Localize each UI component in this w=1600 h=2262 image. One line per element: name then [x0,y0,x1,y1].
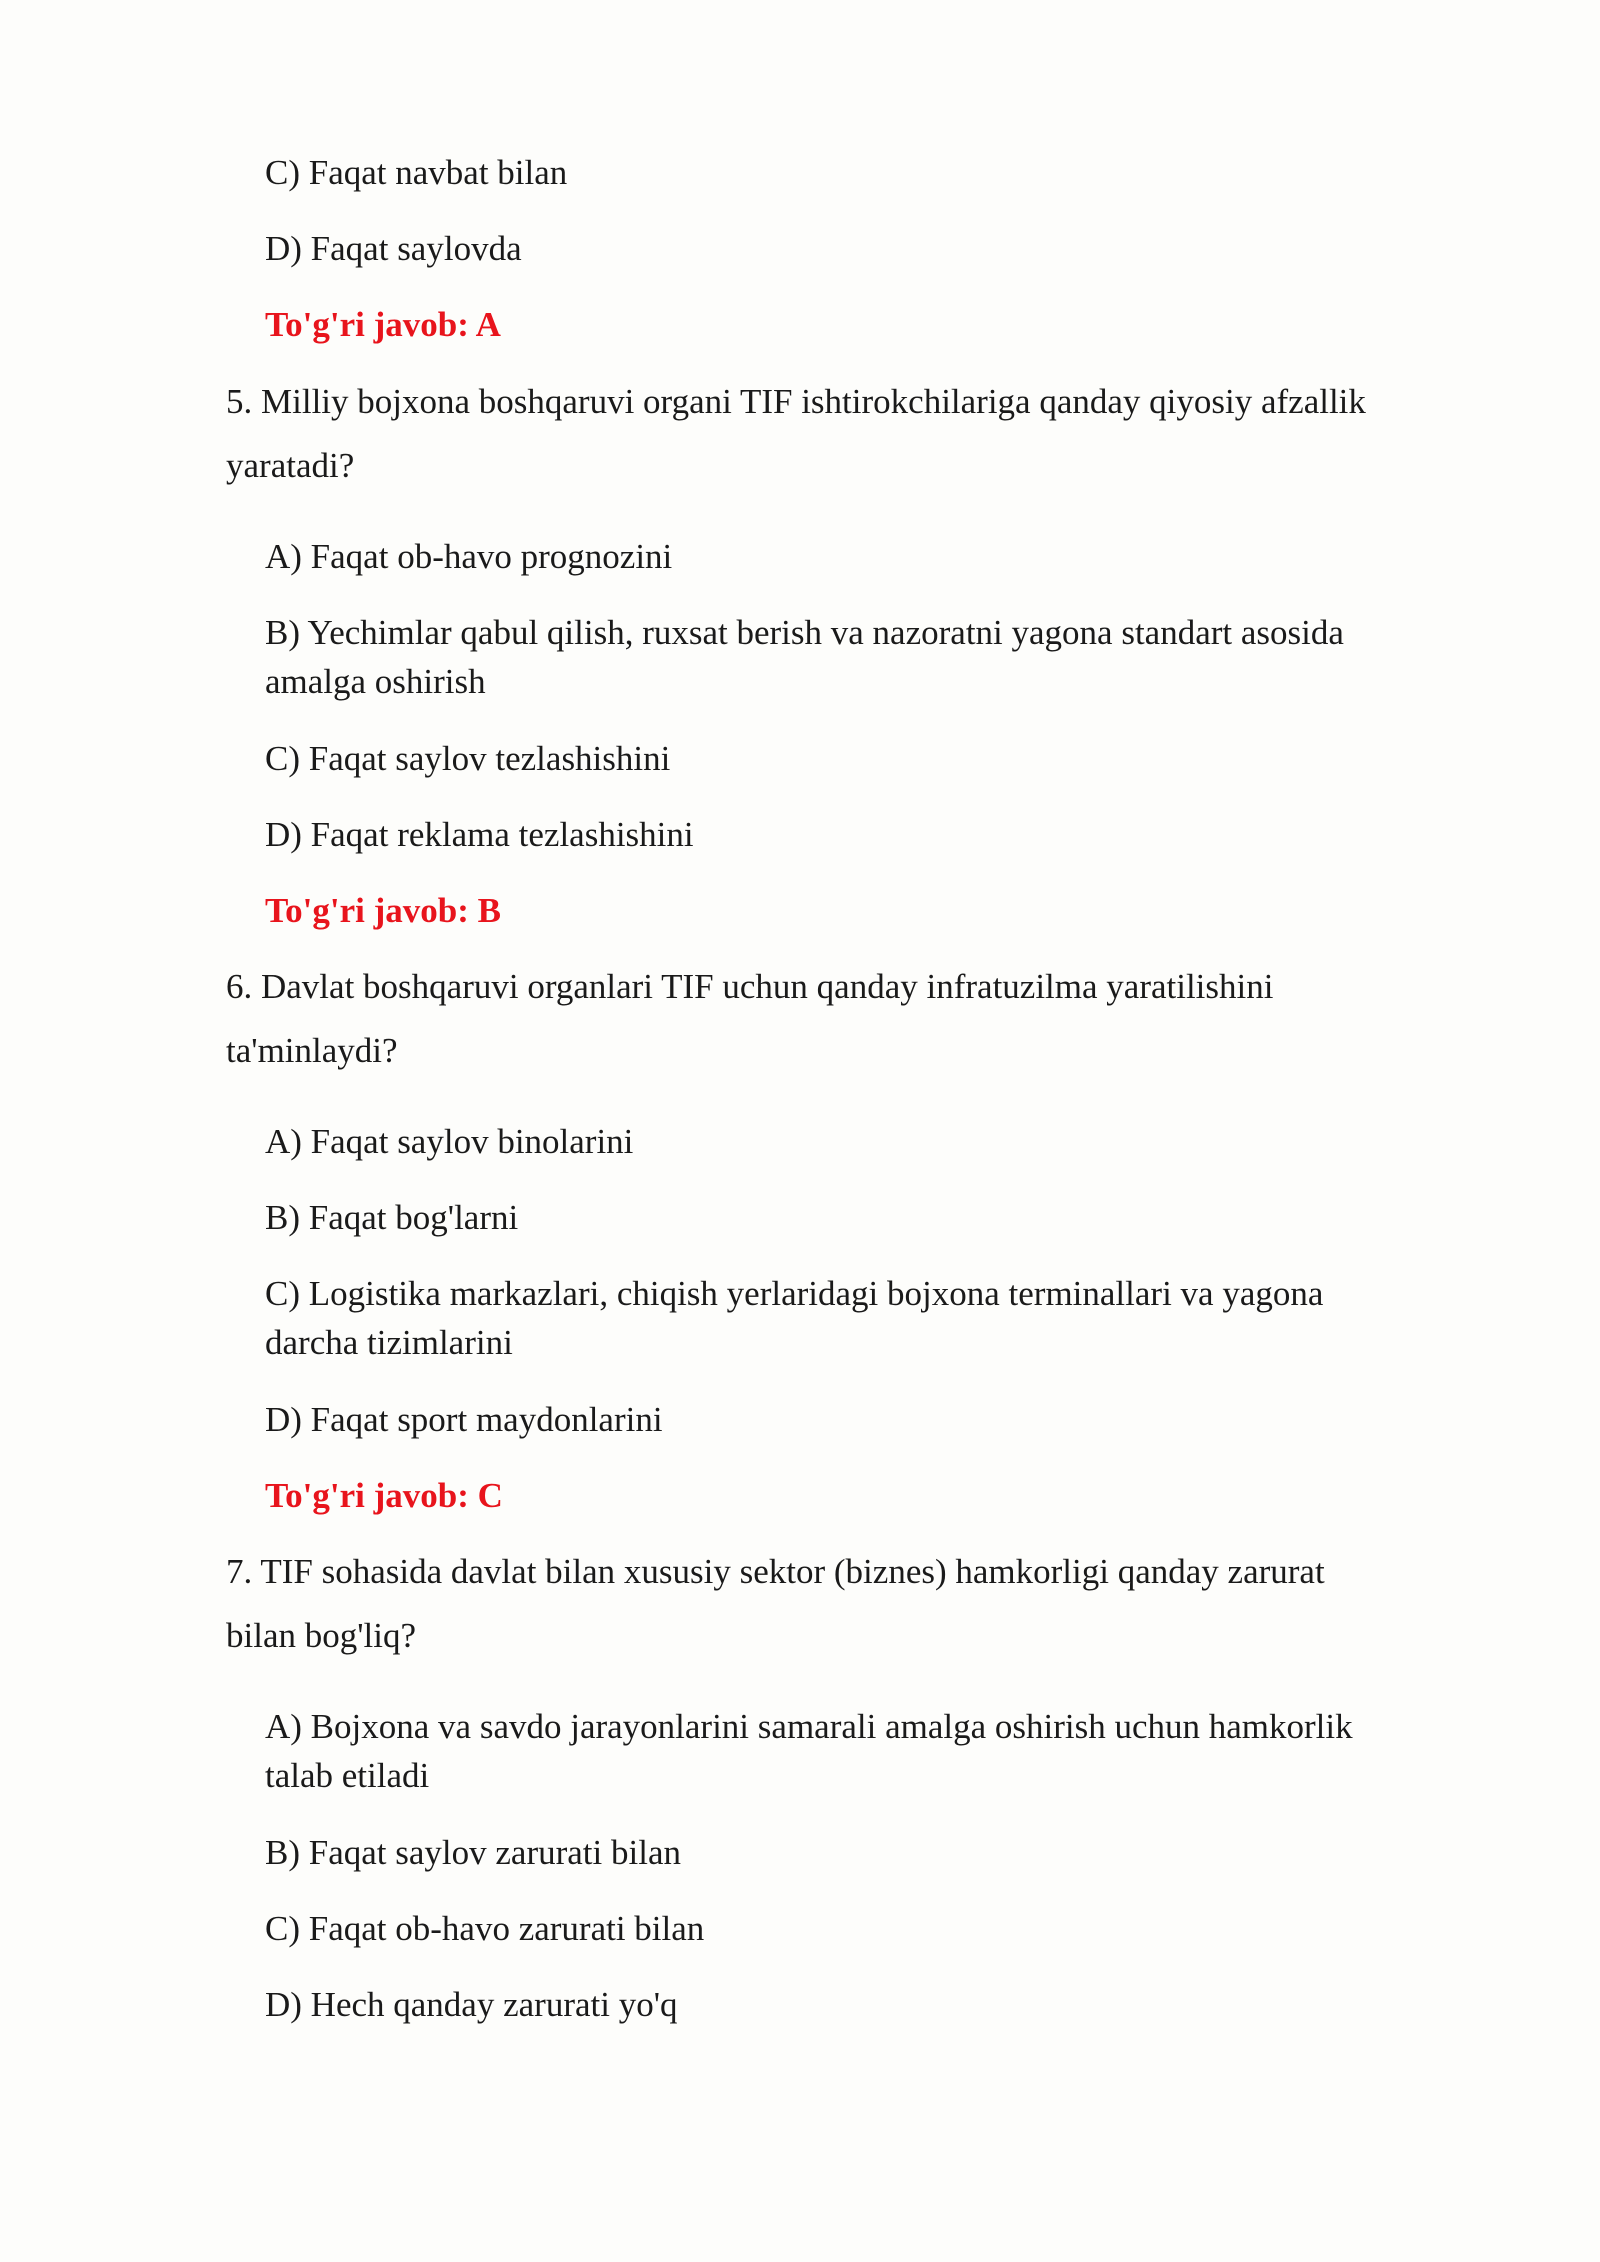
option-c: C) Faqat navbat bilan [265,153,568,192]
question-5-text: 5. Milliy bojxona boshqaruvi organi TIF ishtirokchilariga qanday qiyosiy afzallik [226,382,1366,421]
question-5-text-cont: yaratadi? [226,446,355,485]
question-5-option-b: B) Yechimlar qabul qilish, ruxsat berish va nazoratni yagona standart asosida [265,613,1344,652]
question-5-option-c: C) Faqat saylov tezlashishini [265,739,671,778]
question-6-answer: To'g'ri javob: C [265,1476,503,1515]
question-6-option-a: A) Faqat saylov binolarini [265,1122,634,1161]
question-6-option-c-cont: darcha tizimlarini [265,1323,513,1362]
question-7-text-cont: bilan bog'liq? [226,1616,417,1655]
correct-answer: To'g'ri javob: A [265,305,501,344]
question-7-option-c: C) Faqat ob-havo zarurati bilan [265,1909,705,1948]
question-7-text: 7. TIF sohasida davlat bilan xususiy sektor (biznes) hamkorligi qanday zarurat [226,1552,1325,1591]
question-6-text: 6. Davlat boshqaruvi organlari TIF uchun qanday infratuzilma yaratilishini [226,967,1274,1006]
question-5-option-b-cont: amalga oshirish [265,662,486,701]
question-7-option-d: D) Hech qanday zarurati yo'q [265,1985,678,2024]
question-5-answer: To'g'ri javob: B [265,891,501,930]
question-6-text-cont: ta'minlaydi? [226,1031,398,1070]
option-d: D) Faqat saylovda [265,229,522,268]
question-6-option-d: D) Faqat sport maydonlarini [265,1400,663,1439]
question-7-option-a: A) Bojxona va savdo jarayonlarini samarali amalga oshirish uchun hamkorlik [265,1707,1353,1746]
question-7-option-b: B) Faqat saylov zarurati bilan [265,1833,681,1872]
question-5-option-d: D) Faqat reklama tezlashishini [265,815,694,854]
question-6-option-c: C) Logistika markazlari, chiqish yerlaridagi bojxona terminallari va yagona [265,1274,1324,1313]
question-6-option-b: B) Faqat bog'larni [265,1198,519,1237]
question-7-option-a-cont: talab etiladi [265,1756,430,1795]
question-5-option-a: A) Faqat ob-havo prognozini [265,537,673,576]
